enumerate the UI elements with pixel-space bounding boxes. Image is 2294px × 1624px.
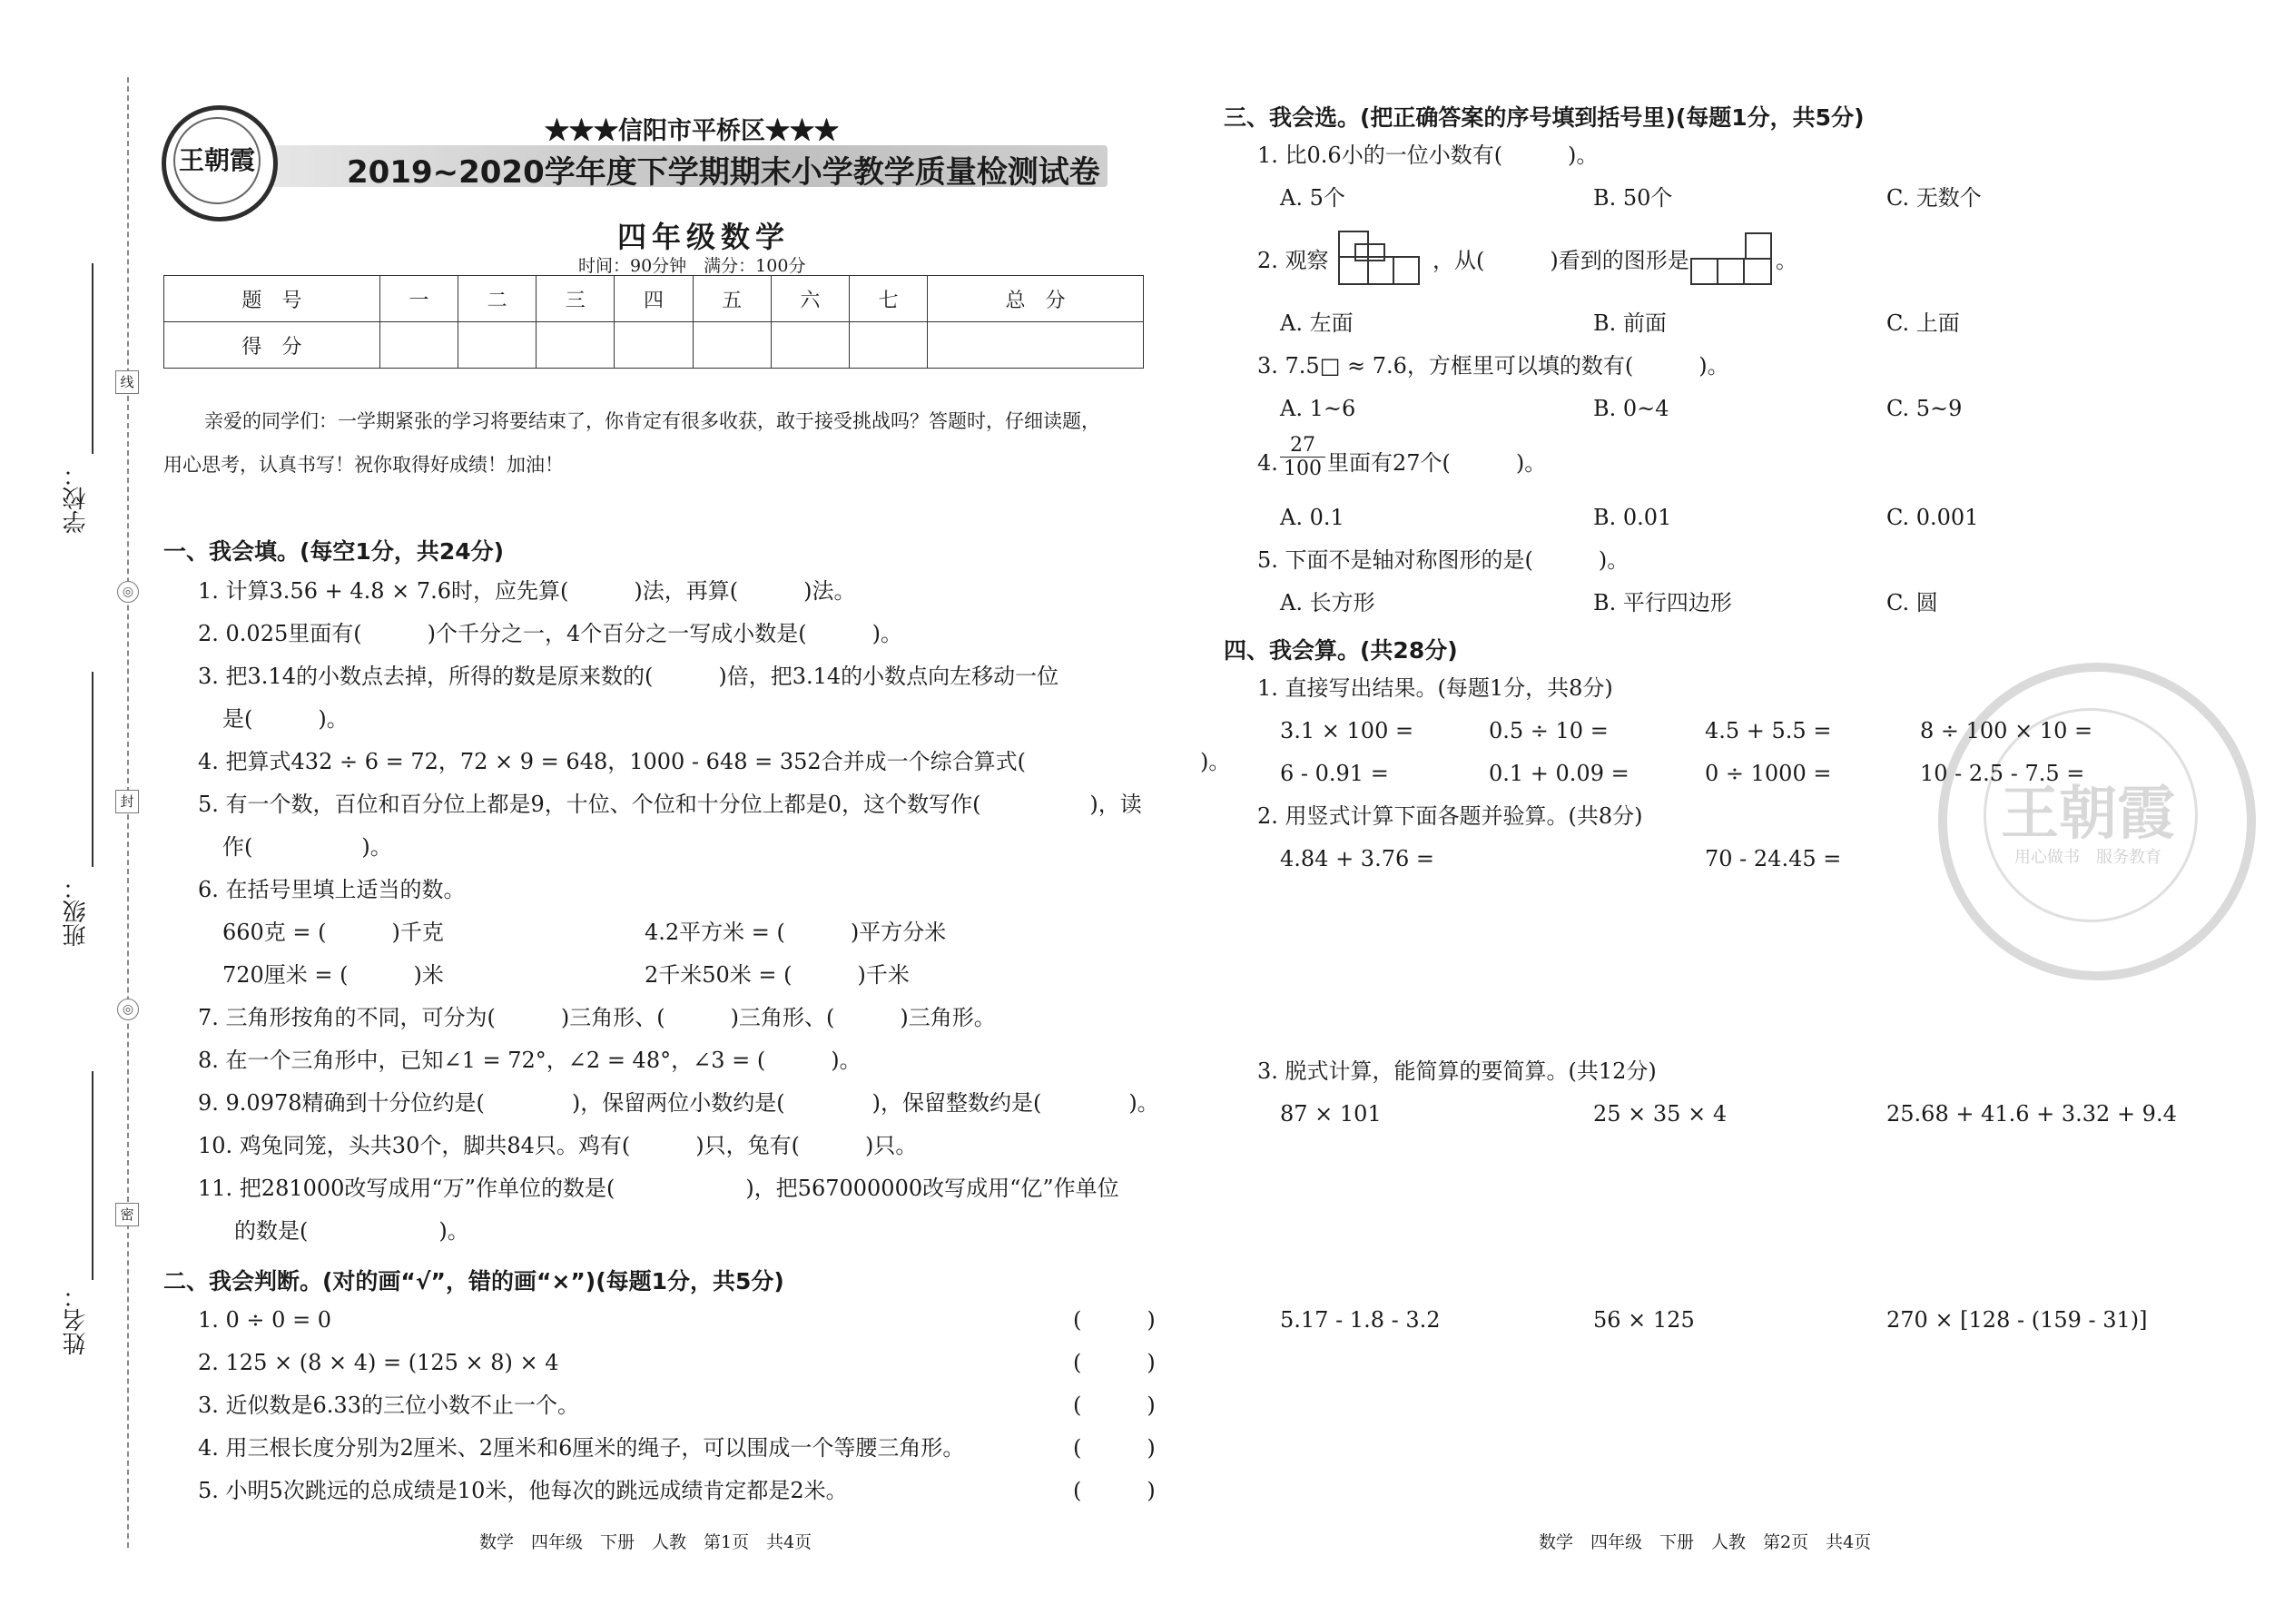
s1-question-6c: 720厘米 = ( )米 [222,962,444,988]
s3-q2-option-a: A. 左面 [1280,310,1354,336]
score-entry[interactable] [693,322,771,369]
intro-line-1: 亲爱的同学们：一学期紧张的学习将要结束了，你肯定有很多收获，敢于接受挑战吗？答题时，仔细读题， [204,410,1100,432]
score-cell: 四 [615,276,693,322]
s3-question-4-num: 4. [1257,450,1278,476]
s2-answer-paren[interactable]: ( ) [1073,1393,1156,1418]
s1-question-11-cont: 的数是( )。 [234,1218,469,1244]
s3-question-3: 3. 7.5□ ≈ 7.6，方框里可以填的数有( )。 [1257,353,1729,379]
score-cell: 总 分 [928,276,1144,322]
s3-question-2: 2. 观察 [1257,248,1329,273]
s4-calc: 0 ÷ 1000 = [1705,761,1832,786]
seal-mark-seal: 封 [115,790,139,813]
score-cell: 六 [771,276,849,322]
cube-solid-figure [1336,229,1427,289]
score-cell: 五 [693,276,771,322]
s2-item-1: 1. 0 ÷ 0 = 0 [198,1307,332,1333]
footer-page-1: 数学 四年级 下册 人教 第1页 共4页 [479,1532,812,1552]
s4-calc: 3.1 × 100 = [1280,718,1414,743]
s4-calc: 0.1 + 0.09 = [1489,761,1629,786]
s4-stepwise-calc: 25.68 + 41.6 + 3.32 + 9.4 [1886,1101,2177,1127]
s2-answer-paren[interactable]: ( ) [1073,1307,1156,1333]
s3-q2-option-b: B. 前面 [1593,310,1667,336]
s2-answer-paren[interactable]: ( ) [1073,1478,1156,1503]
s3-q3-option-b: B. 0~4 [1593,396,1669,421]
s4-calc: 10 - 2.5 - 7.5 = [1920,761,2085,786]
score-cell: 二 [458,276,536,322]
s4-calc: 8 ÷ 100 × 10 = [1920,718,2093,743]
s3-q3-option-a: A. 1~6 [1280,396,1356,421]
s3-question-4: 里面有27个( )。 [1327,450,1547,476]
fraction-denominator: 100 [1280,457,1325,480]
s3-q4-option-a: A. 0.1 [1280,505,1344,530]
score-entry[interactable] [615,322,693,369]
s3-question-5: 5. 下面不是轴对称图形的是( )。 [1257,547,1629,573]
s1-question-4: 4. 把算式432 ÷ 6 = 72，72 × 9 = 648，1000 - 648 = 352合并成一个综合算式( )。 [198,749,1231,774]
s1-question-3-cont: 是( )。 [222,706,349,732]
watermark-subtext: 用心做书 服务教育 [2014,848,2161,867]
score-entry[interactable] [928,322,1144,369]
s1-question-6a: 660克 = ( )千克 [222,920,444,945]
s2-answer-paren[interactable]: ( ) [1073,1350,1156,1375]
fraction [1280,434,1325,481]
s4-calc: 0.5 ÷ 10 = [1489,718,1609,743]
score-entry[interactable] [771,322,849,369]
score-table [163,275,1144,369]
region-title: ★★★信阳市平桥区★★★ [545,117,839,145]
s2-item-2: 2. 125 × (8 × 4) = (125 × 8) × 4 [198,1350,559,1375]
score-cell: 三 [537,276,615,322]
s1-question-5-cont: 作( )。 [222,834,392,860]
s3-question-1: 1. 比0.6小的一位小数有( )。 [1257,143,1599,168]
s1-question-6: 6. 在括号里填上适当的数。 [198,877,466,902]
binding-hole-icon: ◎ [117,999,139,1020]
section-4-heading: 四、我会算。(共28分) [1224,637,1458,664]
s3-q4-option-c: C. 0.001 [1886,505,1979,530]
score-entry[interactable] [849,322,927,369]
s4-vertical-calc: 70 - 24.45 = [1705,846,1842,871]
s4-stepwise-calc: 56 × 125 [1593,1307,1695,1333]
footer-page-2: 数学 四年级 下册 人教 第2页 共4页 [1539,1532,1872,1552]
section-2-heading: 二、我会判断。(对的画“√”，错的画“×”)(每题1分，共5分) [163,1268,784,1294]
score-cell: 七 [849,276,927,322]
section-1-heading: 一、我会填。(每空1分，共24分) [163,538,505,565]
s3-q5-option-a: A. 长方形 [1280,590,1375,615]
s1-question-9: 9. 9.0978精确到十分位约是( )，保留两位小数约是( )，保留整数约是( )。 [198,1090,1159,1116]
view-figure [1689,232,1776,287]
score-table-header-row [164,276,1144,322]
s3-q4-option-b: B. 0.01 [1593,505,1672,530]
s3-question-2-end: 。 [1776,248,1797,273]
s2-item-3: 3. 近似数是6.33的三位小数不止一个。 [198,1393,579,1418]
score-entry[interactable] [379,322,458,369]
binding-hole-icon: ◎ [117,581,139,603]
watermark-text: 王朝霞 [2001,780,2175,848]
s1-question-6d: 2千米50米 = ( )千米 [645,962,910,988]
name-field-line[interactable] [92,1071,94,1280]
logo-text: 王朝霞 [173,117,261,204]
s3-q1-option-b: B. 50个 [1593,185,1673,211]
class-label: 班级： [63,876,90,947]
score-cell: 题 号 [164,276,380,322]
s1-question-11: 11. 把281000改写成用“万”作单位的数是( )，把567000000改写成用“亿”作单位 [198,1176,1119,1201]
s1-question-2: 2. 0.025里面有( )个千分之一，4个百分之一写成小数是( )。 [198,621,902,646]
s1-question-3: 3. 把3.14的小数点去掉，所得的数是原来数的( )倍，把3.14的小数点向左移动一位 [198,664,1059,689]
s3-q1-option-c: C. 无数个 [1886,185,1982,211]
s4-calc: 6 - 0.91 = [1280,761,1389,786]
s4-stepwise-calc: 87 × 101 [1280,1101,1382,1127]
watermark-seal [1938,663,2256,980]
s3-q2-option-c: C. 上面 [1886,310,1960,336]
s3-q5-option-b: B. 平行四边形 [1593,590,1732,615]
s4-part-1: 1. 直接写出结果。(每题1分，共8分) [1257,675,1613,701]
s4-part-3: 3. 脱式计算，能简算的要简算。(共12分) [1257,1058,1657,1084]
s3-q5-option-c: C. 圆 [1886,590,1938,615]
section-3-heading: 三、我会选。(把正确答案的序号填到括号里)(每题1分，共5分) [1224,104,1865,131]
score-cell: 一 [379,276,458,322]
school-label: 学校： [63,463,90,534]
s1-question-6b: 4.2平方米 = ( )平方分米 [645,920,947,945]
class-field-line[interactable] [92,672,94,867]
s4-part-2: 2. 用竖式计算下面各题并验算。(共8分) [1257,803,1643,829]
s1-question-10: 10. 鸡兔同笼，头共30个，脚共84只。鸡有( )只，兔有( )只。 [198,1133,918,1158]
score-entry[interactable] [537,322,615,369]
score-entry[interactable] [458,322,536,369]
subject-title: 四年级数学 [617,220,791,254]
exam-info: 时间：90分钟 满分：100分 [578,256,806,276]
s2-answer-paren[interactable]: ( ) [1073,1435,1156,1461]
s3-q1-option-a: A. 5个 [1280,185,1345,211]
name-label: 姓名： [63,1284,90,1355]
s4-vertical-calc: 4.84 + 3.76 = [1280,846,1434,871]
seal-mark-secret: 密 [115,1203,139,1226]
s4-stepwise-calc: 25 × 35 × 4 [1593,1101,1728,1127]
s1-question-1: 1. 计算3.56 + 4.8 × 7.6时，应先算( )法，再算( )法。 [198,578,856,604]
seal-mark-line: 线 [115,370,139,394]
s4-stepwise-calc: 5.17 - 1.8 - 3.2 [1280,1307,1441,1333]
s2-item-4: 4. 用三根长度分别为2厘米、2厘米和6厘米的绳子，可以围成一个等腰三角形。 [198,1435,965,1461]
s2-item-5: 5. 小明5次跳远的总成绩是10米，他每次的跳远成绩肯定都是2米。 [198,1478,848,1503]
school-field-line[interactable] [92,263,94,454]
s1-question-7: 7. 三角形按角的不同，可分为( )三角形、( )三角形、( )三角形。 [198,1005,996,1030]
score-cell: 得 分 [164,322,380,369]
exam-title: 2019~2020学年度下学期期末小学教学质量检测试卷 [347,154,1100,191]
fraction-numerator: 27 [1290,434,1315,457]
s1-question-8: 8. 在一个三角形中，已知∠1 = 72°，∠2 = 48°，∠3 = ( )。 [198,1048,861,1073]
s3-question-2-mid: ，从( )看到的图形是 [1433,248,1689,273]
intro-line-2: 用心思考，认真书写！祝你取得好成绩！加油！ [163,454,564,476]
s4-calc: 4.5 + 5.5 = [1705,718,1832,743]
score-table-score-row [164,322,1144,369]
s3-q3-option-c: C. 5~9 [1886,396,1963,421]
s4-stepwise-calc: 270 × [128 - (159 - 31)] [1886,1307,2148,1333]
s1-question-5: 5. 有一个数，百位和百分位上都是9，十位、个位和十分位上都是0，这个数写作( )，读 [198,792,1142,817]
brand-logo [162,105,278,221]
